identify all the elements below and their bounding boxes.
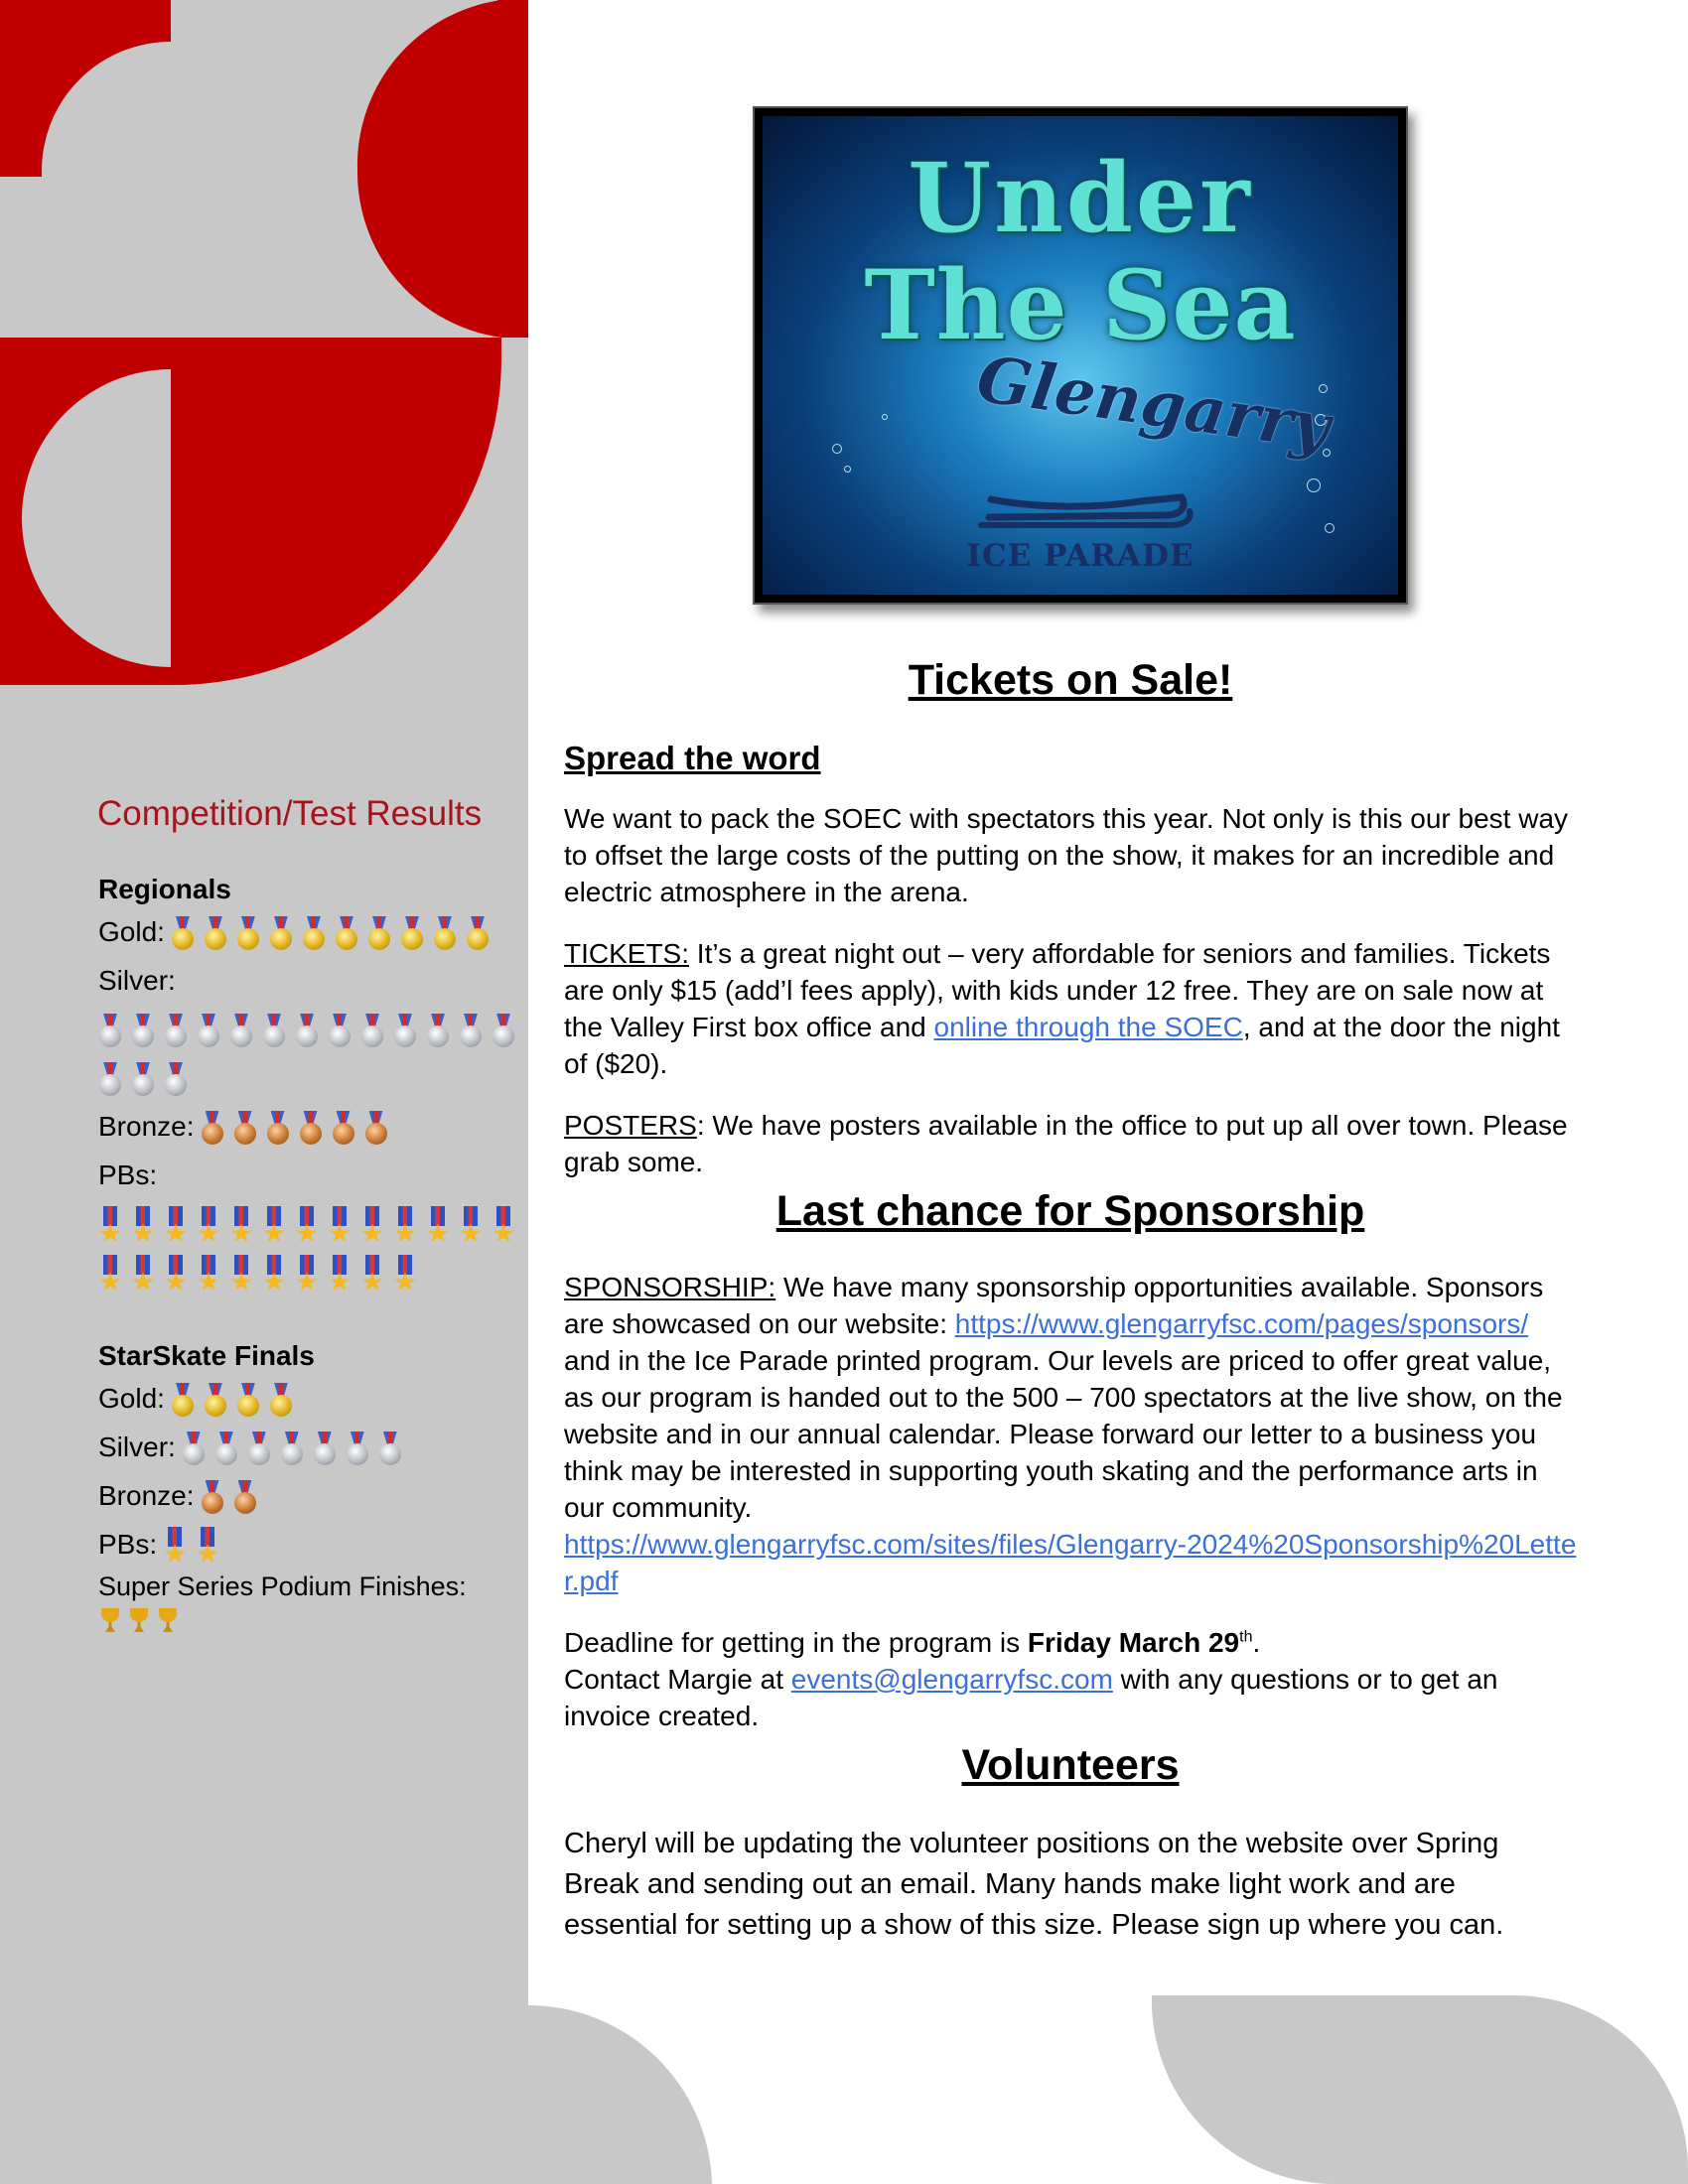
posters-text: : We have posters available in the office to put up all over town. Please grab some. [564, 1110, 1568, 1177]
silver-medal-icon [328, 1012, 352, 1051]
regionals-heading: Regionals [98, 874, 231, 904]
silver-medal-icon [229, 1012, 253, 1051]
gold-medal-icon [204, 914, 227, 954]
silver-medal-icon [393, 1012, 417, 1051]
pb-medal-icon [98, 1206, 122, 1246]
skate-icon [971, 493, 1199, 533]
silver-medal-icon [360, 1012, 384, 1051]
silver-medal-icon [197, 1012, 220, 1051]
tickets-heading: Tickets on Sale! [908, 656, 1233, 704]
pbs-label: PBs: [98, 1160, 158, 1190]
starskate-silver-row [98, 1423, 525, 1471]
trophy-icon [156, 1608, 180, 1634]
pb-medal-icon [295, 1255, 319, 1295]
silver-medal-icon [247, 1430, 271, 1469]
deadline-end: . [1252, 1627, 1261, 1658]
poster-title-line1: Under [908, 142, 1253, 254]
bronze-medals [201, 1102, 397, 1151]
starskate-pbs-row [98, 1520, 525, 1569]
pb-medal-icon [295, 1206, 319, 1246]
silver-medals [182, 1423, 411, 1471]
glengarry-logo: Glengarry [972, 341, 1335, 466]
pb-medals [98, 1199, 525, 1297]
silver-medal-icon [164, 1012, 188, 1051]
regionals-bronze-row [98, 1102, 525, 1151]
pb-medal-icon [196, 1527, 219, 1567]
pb-medal-icon [360, 1206, 384, 1246]
pb-medal-icon [164, 1206, 188, 1246]
main-content [564, 655, 1577, 1946]
pb-medal-icon [426, 1206, 450, 1246]
gold-medal-icon [171, 914, 195, 954]
volunteers-heading: Volunteers [961, 1741, 1180, 1789]
podium-label: Super Series Podium Finishes: [98, 1571, 467, 1601]
silver-medals [98, 1005, 525, 1102]
poster-subtitle: ICE PARADE [966, 538, 1195, 574]
posters-paragraph [564, 1107, 1577, 1180]
gold-medal-icon [466, 914, 490, 954]
gold-medals [171, 907, 498, 956]
gold-medal-icon [204, 1381, 227, 1421]
sponsors-page-link[interactable]: https://www.glengarryfsc.com/pages/sponsors/ [954, 1308, 1529, 1339]
bronze-medal-icon [332, 1109, 355, 1149]
gold-medal-icon [367, 914, 391, 954]
gold-label: Gold: [98, 916, 165, 947]
silver-medal-icon [182, 1430, 206, 1469]
silver-medal-icon [378, 1430, 402, 1469]
silver-medal-icon [98, 1060, 122, 1100]
gold-medal-icon [400, 914, 424, 954]
regionals-gold-row [98, 907, 525, 956]
results-panel [98, 794, 525, 1635]
pb-medal-icon [262, 1206, 286, 1246]
pb-medal-icon [98, 1255, 122, 1295]
deadline-date-suffix: th [1239, 1628, 1253, 1646]
silver-medal-icon [98, 1012, 122, 1051]
bronze-medal-icon [266, 1109, 290, 1149]
bronze-label: Bronze: [98, 1111, 195, 1142]
gold-medal-icon [269, 1381, 293, 1421]
bronze-medal-icon [233, 1109, 257, 1149]
pb-medal-icon [131, 1255, 155, 1295]
volunteers-text: Cheryl will be updating the volunteer positions on the website over Spring Break and sending out an email. Many hands make light work and are essential for setting up a show of this size. Please sign up where you can. [564, 1828, 1504, 1941]
decorative-red-shapes [0, 0, 528, 685]
tickets-paragraph [564, 935, 1577, 1082]
pb-medals [163, 1520, 228, 1569]
deadline-paragraph [564, 1624, 1577, 1734]
silver-medal-icon [164, 1060, 188, 1100]
pb-medal-icon [197, 1206, 220, 1246]
pb-medal-icon [393, 1206, 417, 1246]
tickets-text-end: , and at the door the night of ($20). [564, 1012, 1560, 1079]
silver-medal-icon [346, 1430, 369, 1469]
starskate-bronze-row [98, 1471, 525, 1520]
pb-medal-icon [164, 1255, 188, 1295]
pb-medal-icon [262, 1255, 286, 1295]
pb-medal-icon [197, 1255, 220, 1295]
silver-label: Silver: [98, 1432, 176, 1462]
pb-medal-icon [459, 1206, 483, 1246]
gold-medal-icon [236, 1381, 260, 1421]
spread-word-heading: Spread the word [564, 740, 821, 776]
pb-medal-icon [229, 1255, 253, 1295]
silver-medal-icon [492, 1012, 515, 1051]
gold-medal-icon [302, 914, 326, 954]
bronze-medal-icon [201, 1478, 224, 1518]
pb-medal-icon [229, 1206, 253, 1246]
bronze-label: Bronze: [98, 1480, 195, 1511]
pb-medal-icon [492, 1206, 515, 1246]
silver-medal-icon [214, 1430, 238, 1469]
bronze-medal-icon [364, 1109, 388, 1149]
silver-medal-icon [131, 1012, 155, 1051]
sponsorship-label: SPONSORSHIP: [564, 1272, 776, 1302]
sponsorship-text: We have many sponsorship opportunities available. Sponsors are showcased on our website: [564, 1272, 1544, 1339]
silver-medal-icon [459, 1012, 483, 1051]
pb-medal-icon [328, 1255, 352, 1295]
trophy-icon [127, 1608, 151, 1634]
tickets-label: TICKETS: [564, 938, 690, 969]
tickets-text: It’s a great night out – very affordable for seniors and families. Tickets are only $15 (add’l fees apply), with kids under 12 free. They are on sale now at the Valley First box office and [564, 938, 1551, 1042]
pb-medal-icon [131, 1206, 155, 1246]
posters-label: POSTERS [564, 1110, 697, 1141]
poster-title-line2: The Sea [864, 249, 1297, 361]
silver-medal-icon [426, 1012, 450, 1051]
soec-link[interactable]: online through the SOEC [933, 1012, 1243, 1042]
gold-medals [171, 1374, 302, 1423]
pb-medal-icon [163, 1527, 187, 1567]
pb-medal-icon [360, 1255, 384, 1295]
deadline-text: Deadline for getting in the program is [564, 1627, 1028, 1658]
trophy-icon [98, 1608, 122, 1634]
regionals-pbs-row [98, 1151, 525, 1297]
bronze-medal-icon [299, 1109, 323, 1149]
silver-medal-icon [295, 1012, 319, 1051]
silver-medal-icon [131, 1060, 155, 1100]
contact-text: Contact Margie at [564, 1664, 791, 1695]
starskate-heading: StarSkate Finals [98, 1340, 315, 1371]
silver-medal-icon [280, 1430, 304, 1469]
deadline-date: Friday March 29 [1027, 1627, 1240, 1658]
sponsorship-heading: Last chance for Sponsorship [775, 1187, 1365, 1235]
silver-medal-icon [262, 1012, 286, 1051]
pbs-label: PBs: [98, 1529, 158, 1560]
contact-text-end: with any questions or to get an invoice created. [564, 1664, 1498, 1731]
pb-medal-icon [393, 1255, 417, 1295]
podium-trophies [98, 1604, 525, 1635]
sponsorship-text-2: and in the Ice Parade printed program. Our levels are priced to offer great value, as our program is handed out to the 500 – 700 spectators at the live show, on the website and in our annual calendar. Please forward our letter to a business you think may be interested in supporting youth skating and the performance arts in our community. [564, 1345, 1563, 1523]
gold-label: Gold: [98, 1383, 165, 1414]
sponsorship-paragraph [564, 1269, 1577, 1599]
ice-parade-poster [753, 106, 1408, 605]
regionals-silver-row [98, 956, 525, 1102]
starskate-gold-row [98, 1374, 525, 1423]
spread-word-text: We want to pack the SOEC with spectators this year. Not only is this our best way to offset the large costs of the putting on the show, it makes for an incredible and electric atmosphere in the arena. [564, 803, 1569, 907]
silver-medal-icon [313, 1430, 337, 1469]
silver-label: Silver: [98, 965, 176, 996]
bronze-medal-icon [201, 1109, 224, 1149]
bronze-medal-icon [233, 1478, 257, 1518]
sponsorship-letter-link[interactable]: https://www.glengarryfsc.com/sites/files/Glengarry-2024%20Sponsorship%20Letter.pdf [564, 1529, 1577, 1596]
gold-medal-icon [236, 914, 260, 954]
pb-medal-icon [328, 1206, 352, 1246]
gold-medal-icon [335, 914, 358, 954]
gold-medal-icon [269, 914, 293, 954]
bronze-medals [201, 1471, 266, 1520]
events-email-link[interactable]: events@glengarryfsc.com [790, 1664, 1113, 1695]
results-title: Competition/Test Results [97, 794, 483, 833]
gold-medal-icon [433, 914, 457, 954]
gold-medal-icon [171, 1381, 195, 1421]
